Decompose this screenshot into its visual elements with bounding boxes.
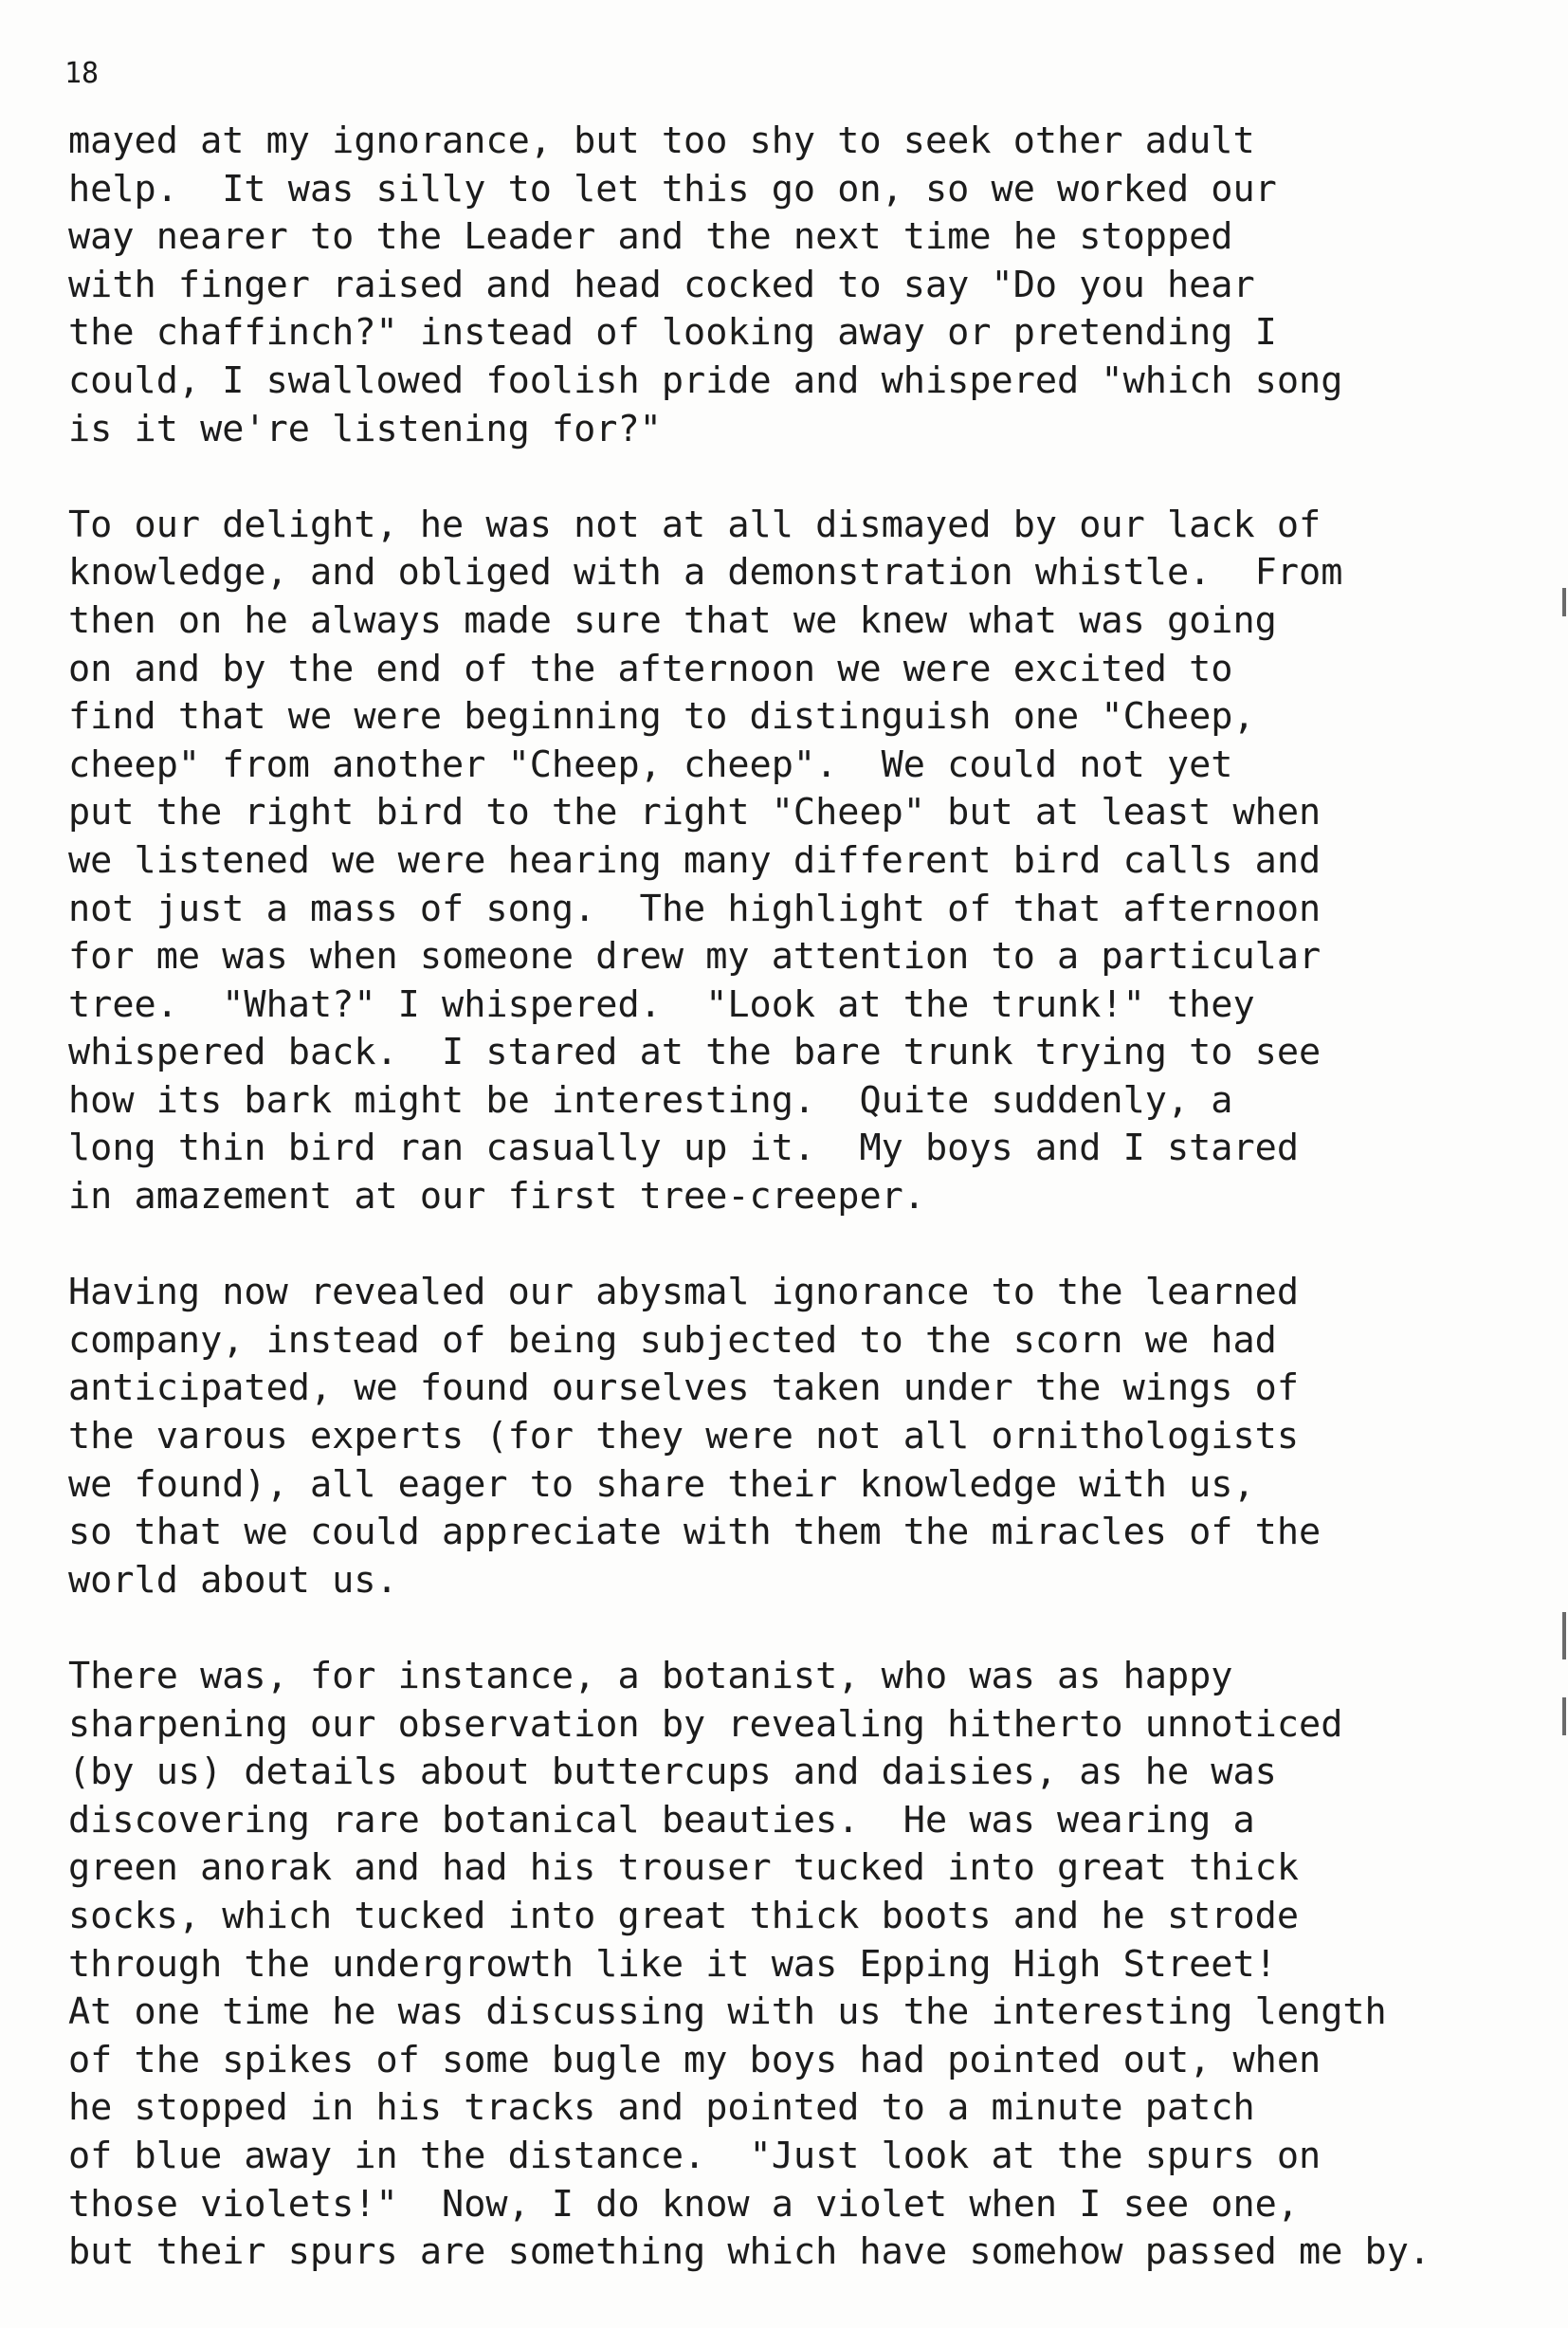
text-line: we found), all eager to share their knowledge with us, [68,1462,1255,1506]
paragraph [68,1269,1547,1604]
text-line: There was, for instance, a botanist, who was as happy [68,1655,1233,1697]
text-line: the varous experts (for they were not all ornithologists [68,1415,1300,1458]
text-line: knowledge, and obliged with a demonstration whistle. From [68,551,1343,595]
text-line: for me was when someone drew my attention to a particular [68,935,1322,979]
text-line: through the undergrowth like it was Epping High Street! [68,1942,1277,1986]
paragraph [68,1653,1547,2277]
text-line: company, instead of being subjected to the scorn we had [68,1318,1277,1362]
text-line: (by us) details about buttercups and daisies, as he was [68,1751,1277,1794]
text-line: of the spikes of some bugle my boys had pointed out, when [68,2038,1322,2081]
text-line: is it we're listening for?" [68,407,662,450]
paragraph [68,118,1547,453]
text-line: in amazement at our first tree-creeper. [68,1175,925,1219]
text-line: those violets!" Now, I do know a violet when I see one, [68,2182,1300,2226]
text-line: anticipated, we found ourselves taken under the wings of [68,1366,1300,1410]
scan-edge-mark [1562,588,1566,616]
text-line: not just a mass of song. The highlight of that afternoon [68,887,1322,930]
text-line: way nearer to the Leader and the next time he stopped [68,215,1233,259]
text-line: but their spurs are something which have somehow passed me by. [68,2230,1431,2274]
text-line: find that we were beginning to distinguish one "Cheep, [68,695,1255,739]
scan-edge-mark [1562,1697,1566,1735]
text-line: then on he always made sure that we knew what was going [68,598,1277,642]
scan-edge-mark [1562,1612,1566,1659]
body-text [68,118,1547,2324]
text-line: could, I swallowed foolish pride and whispered "which song [68,358,1343,402]
text-line: so that we could appreciate with them the miracles of the [68,1511,1322,1554]
text-line: green anorak and had his trouser tucked into great thick [68,1846,1300,1890]
text-line: tree. "What?" I whispered. "Look at the trunk!" they [68,982,1255,1026]
text-line: whispered back. I stared at the bare trunk trying to see [68,1031,1322,1074]
text-line: To our delight, he was not at all dismayed by our lack of [68,503,1322,546]
text-line: he stopped in his tracks and pointed to a minute patch [68,2086,1255,2130]
text-line: how its bark might be interesting. Quite suddenly, a [68,1078,1233,1122]
text-line: sharpening our observation by revealing hitherto unnoticed [68,1702,1343,1746]
text-line: with finger raised and head cocked to say "Do you hear [68,263,1255,306]
text-line: socks, which tucked into great thick boots and he strode [68,1894,1300,1937]
text-line: put the right bird to the right "Cheep" but at least when [68,791,1322,834]
paragraph [68,502,1547,1221]
text-line: the chaffinch?" instead of looking away or pretending I [68,311,1277,355]
text-line: long thin bird ran casually up it. My boys and I stared [68,1127,1300,1170]
text-line: world about us. [68,1558,398,1602]
text-line: Having now revealed our abysmal ignorance to the learned [68,1271,1300,1314]
text-line: we listened we were hearing many different bird calls and [68,838,1322,882]
text-line: on and by the end of the afternoon we were excited to [68,647,1233,690]
text-line: cheep" from another "Cheep, cheep". We could not yet [68,742,1233,786]
page-number: 18 [64,57,100,90]
text-line: of blue away in the distance. "Just look at the spurs on [68,2134,1322,2177]
text-line: help. It was silly to let this go on, so we worked our [68,167,1277,211]
text-line: mayed at my ignorance, but too shy to seek other adult [68,119,1255,162]
text-line: At one time he was discussing with us the interesting length [68,1990,1387,2034]
text-line: discovering rare botanical beauties. He was wearing a [68,1798,1255,1842]
